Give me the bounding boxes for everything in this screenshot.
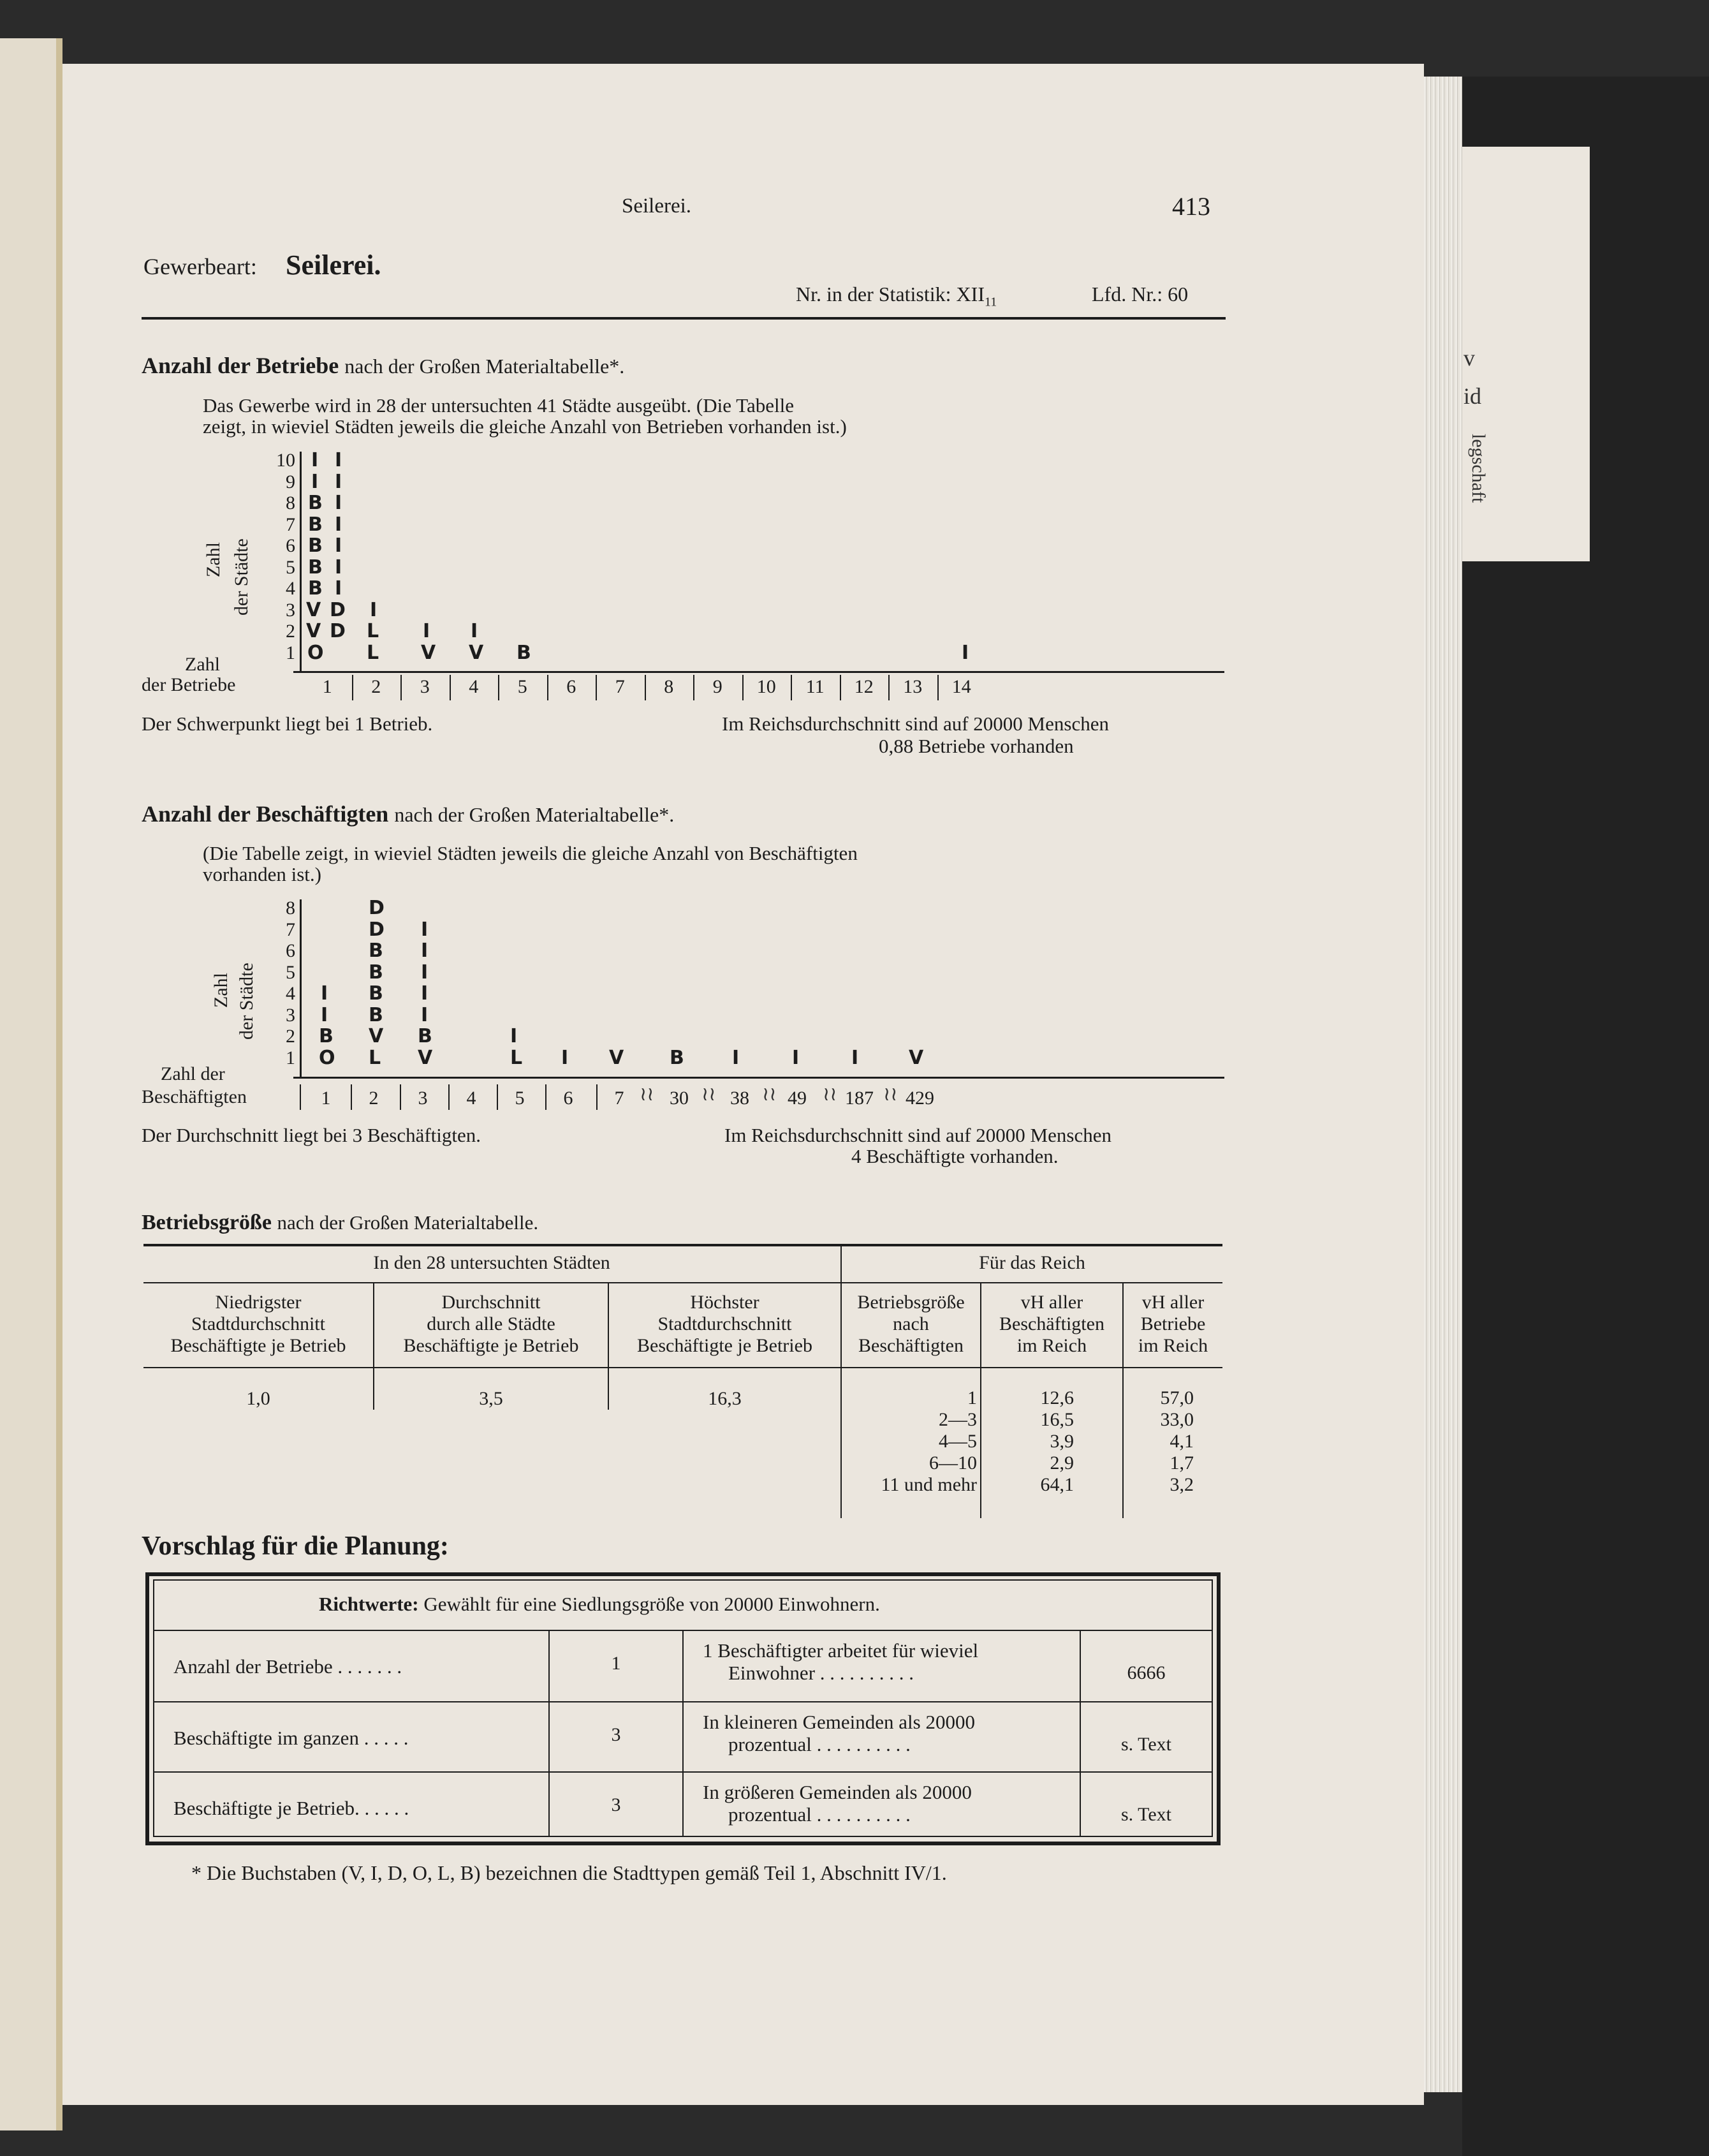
column-header: Stadtdurchschnitt (657, 1313, 792, 1334)
chart-mark: I (561, 1046, 569, 1069)
chart-mark: D (369, 918, 385, 941)
chart-mark: I (335, 577, 342, 600)
chart-mark: B (418, 1025, 432, 1047)
chart-mark: V (306, 598, 321, 621)
column-header: Beschäftigte je Betrieb (637, 1335, 812, 1356)
row-label: Beschäftigte je Betrieb. . . . . . (173, 1797, 409, 1819)
y-tick-label: 2 (286, 621, 295, 642)
y-tick-label: 3 (286, 599, 295, 621)
row-label: Anzahl der Betriebe . . . . . . . (173, 1655, 402, 1678)
row-result: s. Text (1120, 1804, 1171, 1825)
x-tick-divider (400, 675, 402, 700)
chart-mark: I (851, 1046, 859, 1069)
intro-text: (Die Tabelle zeigt, in wieviel Städten jeweils die gleiche Anzahl von Beschäftigten (203, 842, 858, 864)
y-tick-label: 6 (286, 535, 295, 556)
chart-mark: V (369, 1025, 384, 1047)
intro-text: Das Gewerbe wird in 28 der untersuchten 41 Städte ausgeübt. (Die Tabelle (203, 394, 794, 417)
row-result: s. Text (1120, 1734, 1171, 1755)
x-tick-divider (888, 675, 890, 700)
column-header: durch alle Städte (427, 1313, 555, 1334)
chart-mark: I (732, 1046, 740, 1069)
group-header: In den 28 untersuchten Städten (373, 1252, 610, 1273)
x-tick-label: 6 (563, 1088, 573, 1109)
chart-mark: L (367, 641, 379, 664)
table-cell: 57,0 (1160, 1387, 1194, 1408)
row-result: 6666 (1127, 1662, 1166, 1683)
chart-mark: I (421, 961, 429, 984)
x-axis-label: Beschäftigten (142, 1086, 247, 1107)
x-tick-divider (498, 675, 499, 700)
row-value: 3 (611, 1724, 621, 1745)
x-tick-label: 49 (788, 1088, 807, 1109)
x-tick-divider (545, 1084, 546, 1110)
note-right: Im Reichsdurchschnitt sind auf 20000 Menschen (724, 1124, 1111, 1146)
chart-mark: I (423, 620, 430, 642)
chart-mark: I (421, 918, 429, 941)
note-left: Der Durchschnitt liegt bei 3 Beschäftigten. (142, 1124, 481, 1146)
y-tick-label: 9 (286, 471, 295, 492)
chart-mark: I (335, 513, 342, 536)
row-desc: 1 Beschäftigter arbeitet für wieviel (703, 1639, 979, 1662)
table-cell: 33,0 (1160, 1409, 1194, 1430)
chart-mark: I (311, 470, 319, 493)
y-tick-label: 1 (286, 642, 295, 663)
x-tick-label: 10 (756, 676, 776, 697)
y-axis (300, 899, 302, 1077)
adjacent-text: legschaft (1468, 434, 1489, 503)
x-tick-label: 4 (469, 676, 479, 697)
y-tick-label: 8 (286, 492, 295, 513)
chart-mark: I (510, 1025, 518, 1047)
chart-mark: B (308, 556, 323, 579)
column-header: nach (893, 1313, 929, 1334)
table-value: 3,5 (479, 1388, 503, 1409)
x-tick-label: 7 (614, 1088, 624, 1109)
column-header: Stadtdurchschnitt (191, 1313, 325, 1334)
chart-mark: I (321, 1003, 328, 1026)
table-cell: 2—3 (939, 1409, 977, 1430)
chart-mark: I (321, 982, 328, 1005)
group-header: Für das Reich (979, 1252, 1085, 1273)
row-value: 1 (611, 1653, 621, 1674)
row-desc: prozentual . . . . . . . . . . (728, 1733, 911, 1755)
chart-mark: I (311, 449, 319, 471)
x-tick-label: 9 (712, 676, 722, 697)
row-value: 3 (611, 1794, 621, 1815)
running-title: Seilerei. (622, 195, 692, 218)
adjacent-text: v (1463, 345, 1475, 371)
adjacent-text: id (1463, 383, 1482, 409)
x-tick-divider (450, 675, 451, 700)
x-tick-divider (742, 675, 744, 700)
y-tick-label: 5 (286, 556, 295, 578)
x-tick-label: 30 (670, 1088, 689, 1109)
column-header: Beschäftigten (858, 1335, 964, 1356)
chart-mark: D (330, 598, 346, 621)
note-right: Im Reichsdurchschnitt sind auf 20000 Menschen (722, 713, 1109, 735)
intro-text: zeigt, in wieviel Städten jeweils die gleiche Anzahl von Betrieben vorhanden ist.) (203, 415, 847, 438)
row-label: Beschäftigte im ganzen . . . . . (173, 1727, 409, 1749)
table-cell: 12,6 (1040, 1387, 1074, 1408)
y-tick-label: 5 (286, 961, 295, 983)
y-axis-label: Zahl (210, 973, 231, 1008)
y-tick-label: 6 (286, 940, 295, 961)
x-tick-divider (351, 1084, 352, 1110)
x-tick-divider (547, 675, 548, 700)
column-header: vH aller (1141, 1292, 1205, 1313)
x-tick-divider (693, 675, 694, 700)
row-desc: In größeren Gemeinden als 20000 (703, 1781, 972, 1803)
chart-mark: B (369, 1003, 383, 1026)
axis-break-mark: ≀≀ (762, 1084, 777, 1105)
x-tick-divider (400, 1084, 401, 1110)
column-header: Beschäftigte je Betrieb (403, 1335, 579, 1356)
chart-mark: I (421, 940, 429, 962)
y-tick-label: 4 (286, 983, 295, 1004)
axis-break-mark: ≀≀ (823, 1084, 837, 1105)
row-desc: Einwohner . . . . . . . . . . (728, 1662, 914, 1684)
chart-mark: B (369, 961, 383, 984)
x-axis (293, 1077, 1224, 1079)
table-cell: 2,9 (1050, 1452, 1074, 1473)
trade-label: Gewerbeart: (143, 254, 257, 279)
chart-mark: V (418, 1046, 433, 1069)
chart-mark: V (421, 641, 436, 664)
column-header: Höchster (690, 1292, 759, 1313)
x-tick-label: 7 (615, 676, 625, 697)
x-tick-label: 14 (951, 676, 971, 697)
table-cell: 1,7 (1170, 1452, 1194, 1473)
table-cell: 1 (967, 1387, 977, 1408)
chart-mark: B (308, 492, 323, 514)
column-header: im Reich (1138, 1335, 1208, 1356)
chart-mark: L (510, 1046, 523, 1069)
table-cell: 4—5 (939, 1431, 977, 1452)
chart-mark: I (421, 1003, 429, 1026)
chart-mark: O (319, 1046, 335, 1069)
row-desc: prozentual . . . . . . . . . . (728, 1803, 911, 1826)
chart-mark: B (517, 641, 531, 664)
x-tick-label: 5 (515, 1088, 525, 1109)
y-tick-label: 2 (286, 1026, 295, 1047)
x-axis-label: Zahl der (161, 1063, 225, 1084)
chart-mark: I (335, 470, 342, 493)
x-tick-label: 5 (517, 676, 527, 697)
footnote: * Die Buchstaben (V, I, D, O, L, B) bezeichnen die Stadttypen gemäß Teil 1, Abschnitt IV/1. (191, 1861, 947, 1884)
y-tick-label: 8 (286, 897, 295, 919)
chart-mark: D (369, 897, 385, 919)
x-tick-label: 4 (466, 1088, 476, 1109)
x-tick-label: 3 (418, 1088, 428, 1109)
x-tick-label: 187 (845, 1088, 874, 1109)
chart-mark: I (335, 535, 342, 557)
chart-mark: I (471, 620, 478, 642)
y-tick-label: 1 (286, 1047, 295, 1068)
table-cell: 3,9 (1050, 1431, 1074, 1452)
chart-mark: I (421, 982, 429, 1005)
chart-mark: B (308, 577, 323, 600)
note-right: 0,88 Betriebe vorhanden (879, 735, 1074, 757)
column-header: Betriebe (1140, 1313, 1206, 1334)
stat-ref: Nr. in der Statistik: $XII_{11}$ (796, 283, 997, 309)
chart-mark: V (306, 620, 321, 642)
richtwerte-caption: Richtwerte: Gewählt für eine Siedlungsgröße von 20000 Einwohnern. (319, 1593, 880, 1615)
chart-mark: V (609, 1046, 624, 1069)
x-axis (293, 671, 1224, 673)
x-tick-divider (791, 675, 792, 700)
trade-title: Seilerei. (286, 249, 381, 281)
chart-mark: V (909, 1046, 924, 1069)
rule (142, 317, 1226, 320)
y-axis (300, 452, 302, 671)
x-tick-divider (840, 675, 841, 700)
table-cell: 4,1 (1170, 1431, 1194, 1452)
x-tick-divider (352, 675, 353, 700)
chart-mark: I (335, 449, 342, 471)
x-tick-label: 11 (805, 676, 825, 697)
x-tick-label: 8 (664, 676, 674, 697)
table-cell: 6—10 (929, 1452, 977, 1473)
x-tick-divider (448, 1084, 450, 1110)
x-tick-divider (596, 1084, 598, 1110)
x-tick-label: 12 (854, 676, 874, 697)
axis-break-mark: ≀≀ (701, 1084, 716, 1105)
section-heading: Betriebsgröße nach der Großen Materialtabelle. (142, 1211, 539, 1234)
x-tick-label: 13 (903, 676, 923, 697)
x-tick-label: 1 (322, 676, 332, 697)
column-header: im Reich (1016, 1335, 1087, 1356)
section-heading: Anzahl der Beschäftigten nach der Großen Materialtabelle*. (142, 801, 675, 827)
chart-mark: B (308, 513, 323, 536)
x-axis-label: Zahl (185, 654, 220, 675)
y-axis-label: der Städte (231, 538, 252, 616)
left-page-gilt (56, 38, 62, 2130)
chart-mark: O (307, 641, 324, 664)
column-header: Beschäftigte je Betrieb (170, 1335, 346, 1356)
table-cell: 3,2 (1170, 1474, 1194, 1495)
x-tick-divider (937, 675, 939, 700)
x-axis-label: der Betriebe (142, 674, 236, 695)
axis-break-mark: ≀≀ (640, 1084, 654, 1105)
chart-mark: B (369, 982, 383, 1005)
chart-mark: I (792, 1046, 800, 1069)
intro-text: vorhanden ist.) (203, 863, 321, 885)
chart-mark: I (335, 492, 342, 514)
section-heading: Anzahl der Betriebe nach der Großen Materialtabelle*. (142, 353, 625, 378)
column-header: Durchschnitt (441, 1292, 541, 1313)
note-right: 4 Beschäftigte vorhanden. (851, 1145, 1059, 1167)
x-tick-label: 3 (420, 676, 430, 697)
table-cell: 64,1 (1040, 1474, 1074, 1495)
page-stack-edges (1424, 77, 1462, 2092)
y-axis-label: Zahl (203, 542, 224, 577)
table-cell: 16,5 (1040, 1409, 1074, 1430)
y-axis-label: der Städte (236, 963, 257, 1040)
table-value: 1,0 (246, 1388, 270, 1409)
chart-mark: B (369, 940, 383, 962)
page-number: 413 (1172, 192, 1210, 221)
chart-mark: V (469, 641, 484, 664)
row-desc: In kleineren Gemeinden als 20000 (703, 1711, 975, 1733)
y-tick-label: 7 (286, 513, 295, 535)
left-page-edge (0, 38, 61, 2130)
chart-mark: B (319, 1025, 334, 1047)
column-header: vH aller (1020, 1292, 1083, 1313)
chart-mark: B (308, 535, 323, 557)
chart-mark: I (962, 641, 969, 664)
lfd-number: Lfd. Nr.: 60 (1092, 283, 1189, 306)
column-header: Betriebsgröße (857, 1292, 965, 1313)
axis-break-mark: ≀≀ (883, 1084, 898, 1105)
chart-mark: L (367, 620, 379, 642)
x-tick-divider (300, 1084, 301, 1110)
column-header: Niedrigster (215, 1292, 302, 1313)
y-tick-label: 4 (286, 578, 295, 599)
chart-mark: L (369, 1046, 381, 1069)
chart-mark: I (370, 598, 378, 621)
x-tick-divider (596, 675, 597, 700)
chart-mark: B (670, 1046, 684, 1069)
x-tick-label: 2 (369, 1088, 379, 1109)
note-left: Der Schwerpunkt liegt bei 1 Betrieb. (142, 713, 433, 735)
x-tick-label: 2 (371, 676, 381, 697)
x-tick-divider (497, 1084, 498, 1110)
y-tick-label: 7 (286, 919, 295, 940)
x-tick-label: 6 (566, 676, 576, 697)
chart-mark: I (335, 556, 342, 579)
x-tick-divider (645, 675, 646, 700)
x-tick-label: 38 (730, 1088, 749, 1109)
y-tick-label: 3 (286, 1004, 295, 1026)
table-cell: 11 und mehr (881, 1474, 977, 1495)
column-header: Beschäftigten (999, 1313, 1104, 1334)
x-tick-label: 429 (906, 1088, 934, 1109)
section-heading: Vorschlag für die Planung: (142, 1532, 449, 1561)
y-tick-label: 10 (276, 450, 295, 471)
table-value: 16,3 (708, 1388, 742, 1409)
chart-mark: D (330, 620, 346, 642)
x-tick-label: 1 (321, 1088, 331, 1109)
